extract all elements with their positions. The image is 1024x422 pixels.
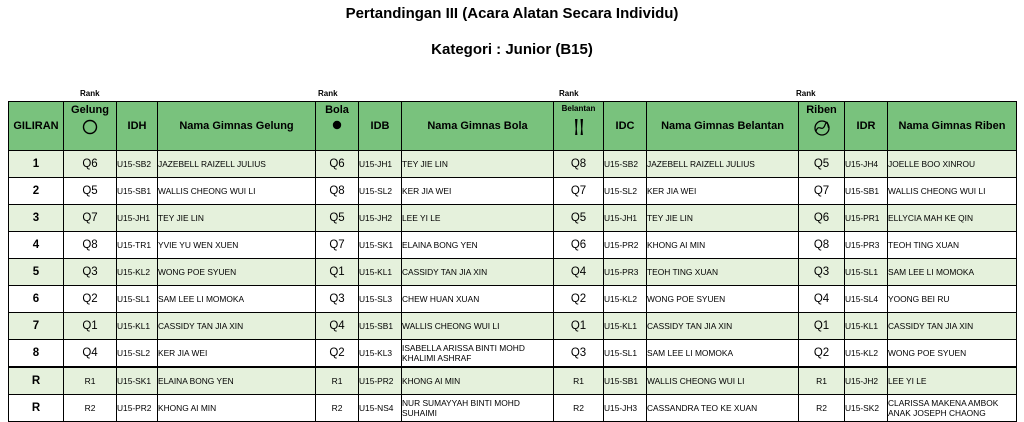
riben-name-cell: WALLIS CHEONG WUI LI (888, 178, 1017, 205)
bola-name-cell: KHONG AI MIN (402, 367, 554, 395)
table-row (9, 205, 1017, 232)
header-belantan-label: Belantan (561, 104, 596, 113)
belantan-id-cell: U15-SL1 (604, 340, 647, 368)
belantan-id-cell: U15-KL2 (604, 286, 647, 313)
belantan-rank-cell: Q2 (554, 286, 604, 313)
belantan-rank-cell: Q5 (554, 205, 604, 232)
riben-name-cell: CLARISSA MAKENA AMBOK ANAK JOSEPH CHAONG (888, 395, 1017, 422)
bola-rank-cell: Q6 (316, 151, 359, 178)
gelung-id-cell: U15-SL2 (117, 340, 158, 368)
belantan-rank-cell: Q7 (554, 178, 604, 205)
header-giliran: GILIRAN (9, 102, 64, 151)
riben-id-cell: U15-PR1 (845, 205, 888, 232)
riben-id-cell: U15-KL2 (845, 340, 888, 368)
header-row (9, 102, 1017, 151)
belantan-rank-cell: Q1 (554, 313, 604, 340)
belantan-name-cell: CASSANDRA TEO KE XUAN (647, 395, 799, 422)
gelung-rank-cell: Q1 (64, 313, 117, 340)
belantan-name-cell: KER JIA WEI (647, 178, 799, 205)
table-row (9, 395, 1017, 422)
giliran-cell: 2 (9, 178, 64, 205)
header-riben (799, 102, 845, 151)
gelung-name-cell: CASSIDY TAN JIA XIN (158, 313, 316, 340)
bola-name-cell: TEY JIE LIN (402, 151, 554, 178)
giliran-cell: 4 (9, 232, 64, 259)
bola-name-cell: CHEW HUAN XUAN (402, 286, 554, 313)
riben-rank-cell: Q2 (799, 340, 845, 368)
bola-name-cell: LEE YI LE (402, 205, 554, 232)
gelung-rank-cell: Q7 (64, 205, 117, 232)
category-subtitle: Kategori : Junior (B15) (431, 41, 593, 58)
header-idr: IDR (845, 102, 888, 151)
belantan-name-cell: WONG POE SYUEN (647, 286, 799, 313)
table-row (9, 286, 1017, 313)
gelung-name-cell: KHONG AI MIN (158, 395, 316, 422)
header-bola (316, 102, 359, 151)
riben-rank-cell: R1 (799, 367, 845, 395)
belantan-id-cell: U15-JH1 (604, 205, 647, 232)
table-row (9, 232, 1017, 259)
header-idh: IDH (117, 102, 158, 151)
riben-id-cell: U15-SB1 (845, 178, 888, 205)
gelung-name-cell: JAZEBELL RAIZELL JULIUS (158, 151, 316, 178)
belantan-id-cell: U15-SB1 (604, 367, 647, 395)
belantan-id-cell: U15-SB2 (604, 151, 647, 178)
belantan-rank-cell: Q3 (554, 340, 604, 368)
gelung-id-cell: U15-JH1 (117, 205, 158, 232)
giliran-cell: 8 (9, 340, 64, 368)
riben-name-cell: SAM LEE LI MOMOKA (888, 259, 1017, 286)
riben-id-cell: U15-JH2 (845, 367, 888, 395)
header-idb: IDB (359, 102, 402, 151)
header-gelung-label: Gelung (71, 104, 109, 116)
bola-rank-cell: Q1 (316, 259, 359, 286)
bola-name-cell: KER JIA WEI (402, 178, 554, 205)
riben-id-cell: U15-KL1 (845, 313, 888, 340)
riben-rank-cell: Q7 (799, 178, 845, 205)
bola-rank-cell: Q3 (316, 286, 359, 313)
belantan-name-cell: WALLIS CHEONG WUI LI (647, 367, 799, 395)
riben-id-cell: U15-SL4 (845, 286, 888, 313)
giliran-cell: 1 (9, 151, 64, 178)
riben-name-cell: ELLYCIA MAH KE QIN (888, 205, 1017, 232)
table-row (9, 313, 1017, 340)
gelung-id-cell: U15-PR2 (117, 395, 158, 422)
bola-name-cell: CASSIDY TAN JIA XIN (402, 259, 554, 286)
gelung-id-cell: U15-SL1 (117, 286, 158, 313)
table-row (9, 340, 1017, 368)
gelung-rank-cell: R1 (64, 367, 117, 395)
gelung-rank-cell: Q8 (64, 232, 117, 259)
riben-id-cell: U15-JH4 (845, 151, 888, 178)
gelung-name-cell: WONG POE SYUEN (158, 259, 316, 286)
clubs-icon (571, 117, 587, 137)
riben-rank-cell: Q5 (799, 151, 845, 178)
belantan-rank-cell: R2 (554, 395, 604, 422)
bola-id-cell: U15-KL3 (359, 340, 402, 368)
riben-id-cell: U15-SK2 (845, 395, 888, 422)
belantan-name-cell: SAM LEE LI MOMOKA (647, 340, 799, 368)
bola-id-cell: U15-SL3 (359, 286, 402, 313)
bola-rank-cell: R1 (316, 367, 359, 395)
header-nama-gelung: Nama Gimnas Gelung (158, 102, 316, 151)
gelung-name-cell: ELAINA BONG YEN (158, 367, 316, 395)
gelung-id-cell: U15-SB2 (117, 151, 158, 178)
bola-id-cell: U15-PR2 (359, 367, 402, 395)
belantan-name-cell: CASSIDY TAN JIA XIN (647, 313, 799, 340)
gelung-rank-cell: Q2 (64, 286, 117, 313)
table-row (9, 367, 1017, 395)
header-riben-label: Riben (806, 104, 837, 116)
bola-name-cell: WALLIS CHEONG WUI LI (402, 313, 554, 340)
bola-rank-cell: Q4 (316, 313, 359, 340)
belantan-id-cell: U15-SL2 (604, 178, 647, 205)
belantan-id-cell: U15-KL1 (604, 313, 647, 340)
ribbon-icon (813, 119, 831, 137)
riben-name-cell: LEE YI LE (888, 367, 1017, 395)
gelung-rank-cell: Q4 (64, 340, 117, 368)
bola-id-cell: U15-JH2 (359, 205, 402, 232)
bola-id-cell: U15-NS4 (359, 395, 402, 422)
header-gelung (64, 102, 117, 151)
giliran-cell: R (9, 367, 64, 395)
belantan-rank-cell: R1 (554, 367, 604, 395)
gelung-name-cell: YVIE YU WEN XUEN (158, 232, 316, 259)
bola-rank-cell: Q5 (316, 205, 359, 232)
giliran-cell: 5 (9, 259, 64, 286)
hoop-icon (82, 119, 98, 135)
belantan-name-cell: TEY JIE LIN (647, 205, 799, 232)
bola-id-cell: U15-SL2 (359, 178, 402, 205)
bola-id-cell: U15-JH1 (359, 151, 402, 178)
riben-id-cell: U15-PR3 (845, 232, 888, 259)
bola-rank-cell: Q2 (316, 340, 359, 368)
header-nama-bola: Nama Gimnas Bola (402, 102, 554, 151)
bola-name-cell: NUR SUMAYYAH BINTI MOHD SUHAIMI (402, 395, 554, 422)
belantan-name-cell: KHONG AI MIN (647, 232, 799, 259)
riben-rank-cell: Q6 (799, 205, 845, 232)
riben-rank-cell: R2 (799, 395, 845, 422)
bola-name-cell: ELAINA BONG YEN (402, 232, 554, 259)
riben-name-cell: YOONG BEI RU (888, 286, 1017, 313)
bola-rank-cell: Q8 (316, 178, 359, 205)
belantan-rank-cell: Q4 (554, 259, 604, 286)
gelung-id-cell: U15-SB1 (117, 178, 158, 205)
riben-name-cell: CASSIDY TAN JIA XIN (888, 313, 1017, 340)
belantan-id-cell: U15-JH3 (604, 395, 647, 422)
gelung-rank-cell: R2 (64, 395, 117, 422)
header-idc: IDC (604, 102, 647, 151)
riben-name-cell: JOELLE BOO XINROU (888, 151, 1017, 178)
giliran-cell: 7 (9, 313, 64, 340)
bola-id-cell: U15-SK1 (359, 232, 402, 259)
riben-rank-cell: Q1 (799, 313, 845, 340)
gelung-id-cell: U15-KL2 (117, 259, 158, 286)
riben-rank-cell: Q3 (799, 259, 845, 286)
gelung-rank-cell: Q5 (64, 178, 117, 205)
rank-label-gelung: Rank (80, 89, 100, 98)
table-row (9, 259, 1017, 286)
gelung-name-cell: WALLIS CHEONG WUI LI (158, 178, 316, 205)
gelung-id-cell: U15-TR1 (117, 232, 158, 259)
riben-name-cell: TEOH TING XUAN (888, 232, 1017, 259)
riben-name-cell: WONG POE SYUEN (888, 340, 1017, 368)
bola-rank-cell: Q7 (316, 232, 359, 259)
bola-name-cell: ISABELLA ARISSA BINTI MOHD KHALIMI ASHRAF (402, 340, 554, 368)
ball-icon (331, 119, 343, 131)
belantan-rank-cell: Q6 (554, 232, 604, 259)
belantan-id-cell: U15-PR2 (604, 232, 647, 259)
gelung-rank-cell: Q3 (64, 259, 117, 286)
bola-rank-cell: R2 (316, 395, 359, 422)
riben-id-cell: U15-SL1 (845, 259, 888, 286)
giliran-cell: 3 (9, 205, 64, 232)
header-bola-label: Bola (325, 104, 349, 116)
gelung-name-cell: TEY JIE LIN (158, 205, 316, 232)
header-nama-belantan: Nama Gimnas Belantan (647, 102, 799, 151)
rank-label-bola: Rank (318, 89, 338, 98)
table-row (9, 151, 1017, 178)
gelung-name-cell: KER JIA WEI (158, 340, 316, 368)
belantan-id-cell: U15-PR3 (604, 259, 647, 286)
gelung-id-cell: U15-KL1 (117, 313, 158, 340)
page-title: Pertandingan III (Acara Alatan Secara Individu) (345, 5, 679, 22)
gelung-id-cell: U15-SK1 (117, 367, 158, 395)
rank-label-belantan: Rank (559, 89, 579, 98)
gelung-rank-cell: Q6 (64, 151, 117, 178)
header-belantan (554, 102, 604, 151)
riben-rank-cell: Q8 (799, 232, 845, 259)
belantan-rank-cell: Q8 (554, 151, 604, 178)
belantan-name-cell: TEOH TING XUAN (647, 259, 799, 286)
rank-label-riben: Rank (796, 89, 816, 98)
belantan-name-cell: JAZEBELL RAIZELL JULIUS (647, 151, 799, 178)
giliran-cell: 6 (9, 286, 64, 313)
gelung-name-cell: SAM LEE LI MOMOKA (158, 286, 316, 313)
table-row (9, 178, 1017, 205)
riben-rank-cell: Q4 (799, 286, 845, 313)
header-nama-riben: Nama Gimnas Riben (888, 102, 1017, 151)
start-order-table (8, 101, 1017, 422)
bola-id-cell: U15-SB1 (359, 313, 402, 340)
giliran-cell: R (9, 395, 64, 422)
bola-id-cell: U15-KL1 (359, 259, 402, 286)
